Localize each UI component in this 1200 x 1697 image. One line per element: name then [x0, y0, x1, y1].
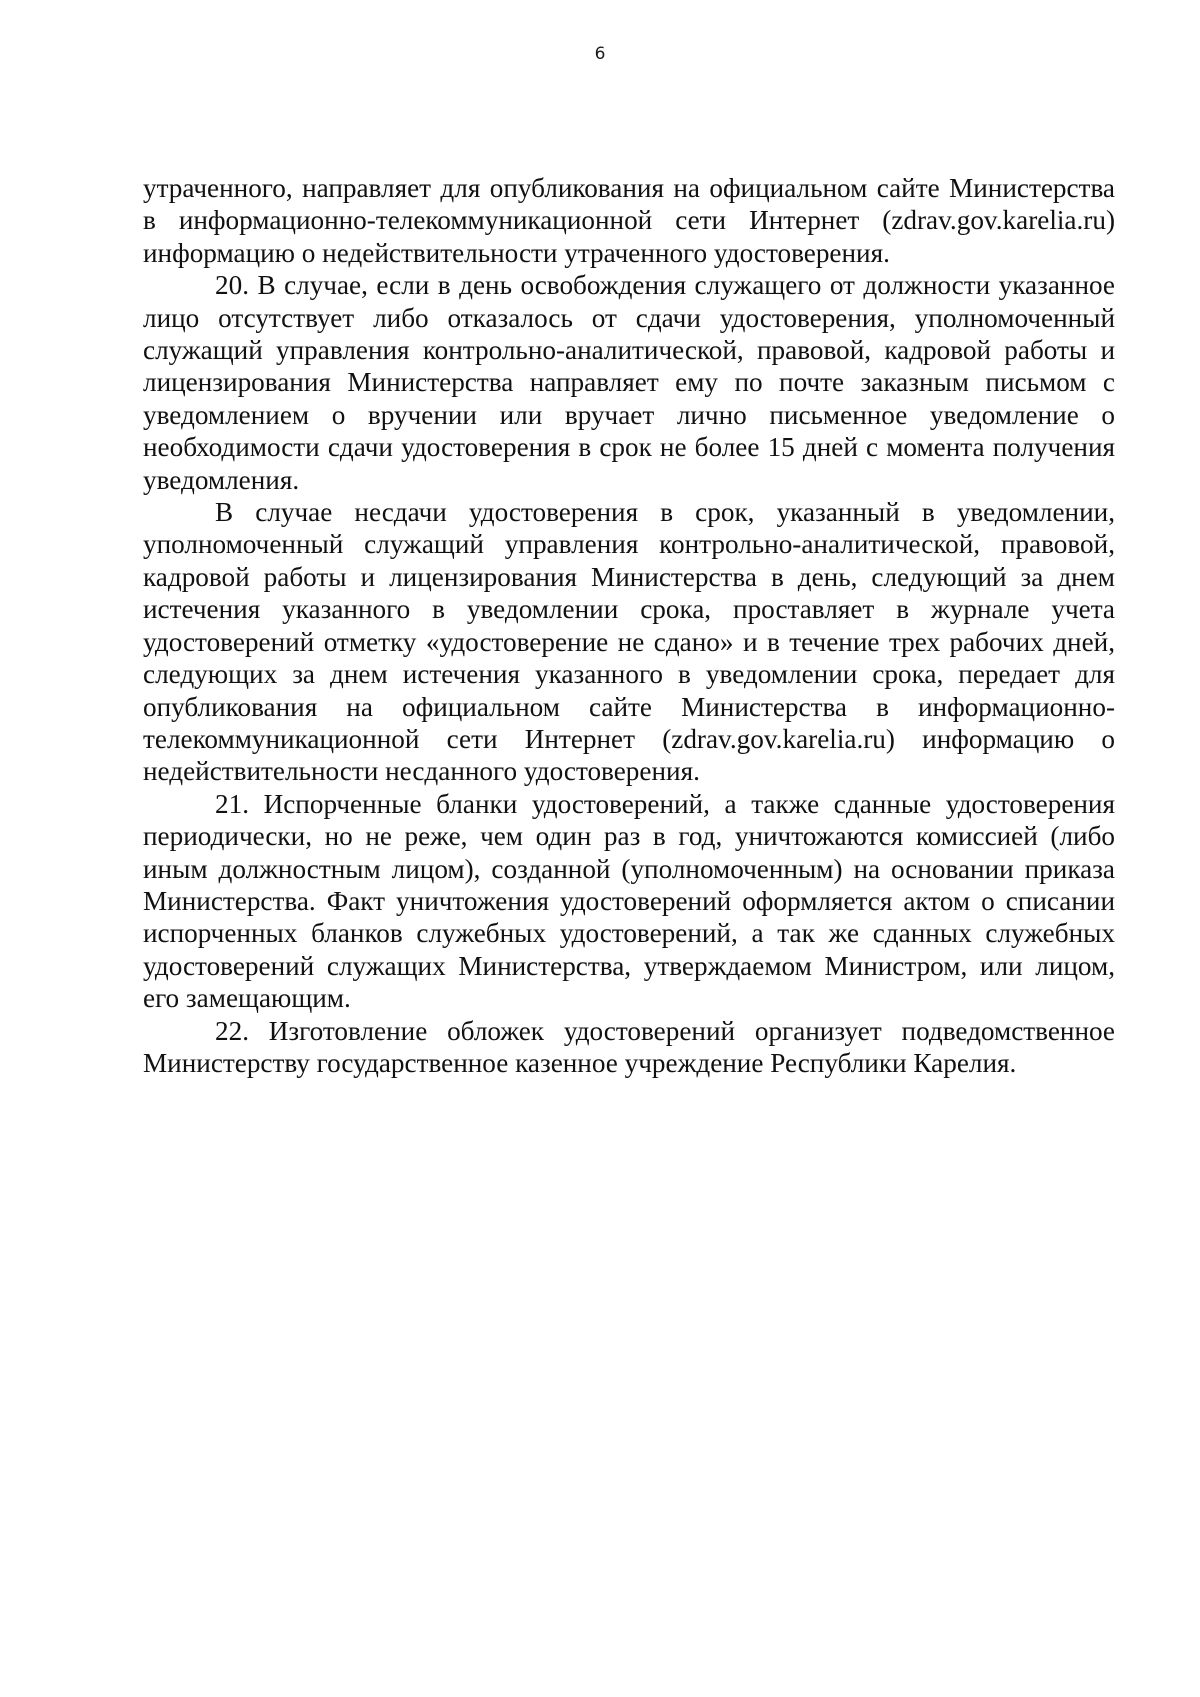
paragraph-continuation: утраченного, направляет для опубликования на официальном сайте Министерства в информационно-телекоммуникационной сети Интернет (zdrav.gov.karelia.ru) информацию о недействительности утраченного удостоверения.	[143, 173, 1115, 268]
paragraph-item-21: 21. Испорченные бланки удостоверений, а также сданные удостоверения периодически, но не реже, чем один раз в год, уничтожаются комиссией (либо иным должностным лицом), созданной (уполномоченным) на основании приказа Министерства. Факт уничтожения удостоверений оформляется актом о списании испорченных бланков служебных удостоверений, а так же сданных служебных удостоверений служащих Министерства, утверждаемом Министром, или лицом, его замещающим.	[143, 788, 1115, 1014]
paragraph-item-20: 20. В случае, если в день освобождения служащего от должности указанное лицо отсутствует либо отказалось от сдачи удостоверения, уполномоченный служащий управления контрольно-аналитической, правовой, кадровой работы и лицензирования Министерства направляет ему по почте заказным письмом с уведомлением о вручении или вручает лично письменное уведомление о необходимости сдачи удостоверения в срок не более 15 дней с момента получения уведомления.	[143, 270, 1115, 495]
page-number: 6	[594, 44, 606, 64]
paragraph-non-return: В случае несдачи удостоверения в срок, указанный в уведомлении, уполномоченный служащий управления контрольно-аналитической, правовой, кадровой работы и лицензирования Министерства в день, следующий за днем истечения указанного в уведомлении срока, проставляет в журнале учета удостоверений отметку «удостоверение не сдано» и в течение трех рабочих дней, следующих за днем истечения указанного в уведомлении срока, передает для опубликования на официальном сайте Министерства в информационно-телекоммуникационной сети Интернет (zdrav.gov.karelia.ru) информацию о недействительности несданного удостоверения.	[143, 497, 1115, 787]
document-body	[143, 172, 1115, 1079]
paragraph-item-22: 22. Изготовление обложек удостоверений организует подведомственное Министерству государственное казенное учреждение Республики Карелия.	[143, 1015, 1115, 1078]
